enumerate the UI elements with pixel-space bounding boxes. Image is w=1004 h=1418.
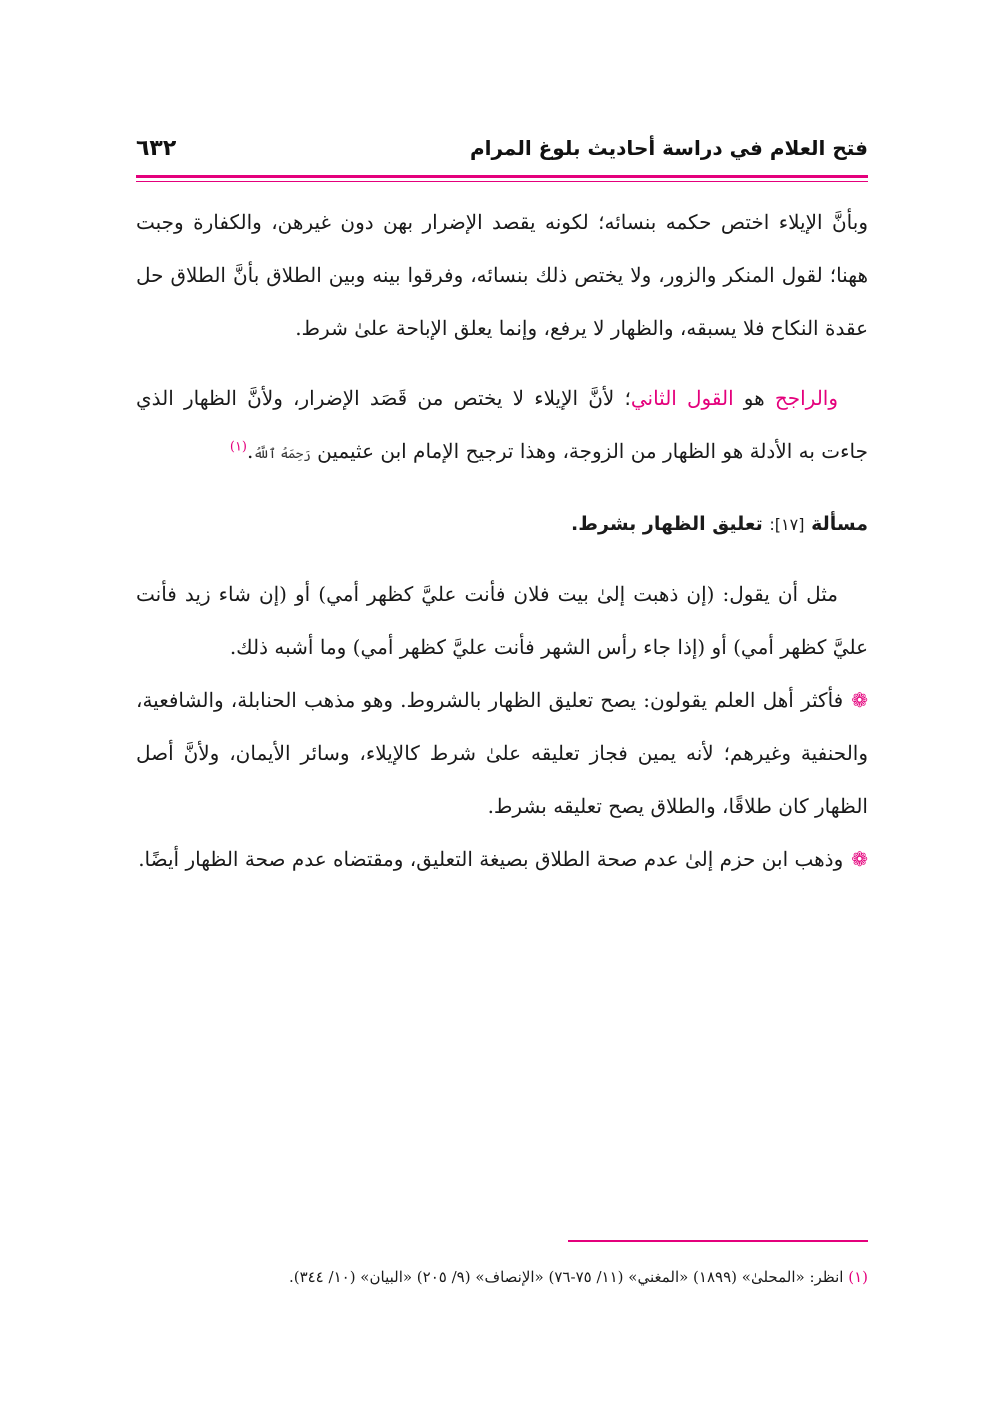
second-opinion-term: القول الثاني xyxy=(630,386,734,410)
flower-bullet-icon: ❁ xyxy=(851,847,868,871)
header-rule-thin xyxy=(136,181,868,182)
footnote-mark: (١) xyxy=(848,1268,868,1286)
paragraph-1: وبأنَّ الإيلاء اختص حكمه بنسائه؛ لكونه يقصد الإضرار بهن دون غيرهن، والكفارة وجبت ههنا؛ لقول المنكر والزور، ولا يختص ذلك بنسائه، وفرقوا بينه وبين الطلاق بأنَّ الطلاق حل عقدة النكاح فلا يسبقه، والظهار لا يرفع، وإنما يعلق الإباحة علىٰ شرط. xyxy=(136,210,868,340)
paragraph-2 xyxy=(136,372,868,481)
page-number: ٦٣٢ xyxy=(136,135,177,161)
honorific-glyph: رَحِمَهُ ٱللَّهُ xyxy=(253,447,311,462)
rajih-term: والراجح xyxy=(774,386,839,410)
footnote-1 xyxy=(136,1262,868,1292)
p2-rest: ؛ لأنَّ الإيلاء لا يختص من قَصَد الإضرار، ولأنَّ الظهار الذي جاءت به الأدلة هو الظهار من الزوجة، وهذا ترجيح الإمام ابن عثيمين xyxy=(136,386,868,463)
masala-number: [١٧]: xyxy=(769,515,805,534)
bullet-paragraph-1 xyxy=(136,674,868,833)
flower-bullet-icon: ❁ xyxy=(851,688,868,712)
p2-end: . xyxy=(247,439,254,463)
masala-heading xyxy=(136,498,868,551)
running-header xyxy=(136,128,868,168)
header-rule-thick xyxy=(136,175,868,178)
book-title: فتح العلام في دراسة أحاديث بلوغ المرام xyxy=(469,136,868,160)
masala-title: تعليق الظهار بشرط. xyxy=(571,513,770,535)
footnote-separator xyxy=(568,1240,868,1242)
bullet-2-text: وذهب ابن حزم إلىٰ عدم صحة الطلاق بصيغة التعليق، ومقتضاه عدم صحة الظهار أيضًا. xyxy=(138,847,844,871)
footnote-text: انظر: «المحلىٰ» (١٨٩٩) «المغني» (١١/ ٧٥-٧٦) «الإنصاف» (٩/ ٢٠٥) «البيان» (١٠/ ٣٤٤). xyxy=(288,1268,849,1286)
p2-huwa: هو xyxy=(733,386,775,410)
paragraph-3: مثل أن يقول: (إن ذهبت إلىٰ بيت فلان فأنت عليَّ كظهر أمي) أو (إن شاء زيد فأنت عليَّ كظهر أمي) أو (إذا جاء رأس الشهر فأنت عليَّ كظهر أمي) وما أشبه ذلك. xyxy=(136,582,868,659)
main-text xyxy=(136,196,868,886)
bullet-1-text: فأكثر أهل العلم يقولون: يصح تعليق الظهار بالشروط. وهو مذهب الحنابلة، والشافعية، والحنفية وغيرهم؛ لأنه يمين فجاز تعليقه علىٰ شرط كالإيلاء، وسائر الأيمان، ولأنَّ أصل الظهار كان طلاقًا، والطلاق يصح تعليقه بشرط. xyxy=(136,688,868,818)
masala-label: مسألة xyxy=(811,513,868,535)
bullet-paragraph-2 xyxy=(136,833,868,886)
footnote-ref-1[interactable]: (١) xyxy=(229,439,247,455)
